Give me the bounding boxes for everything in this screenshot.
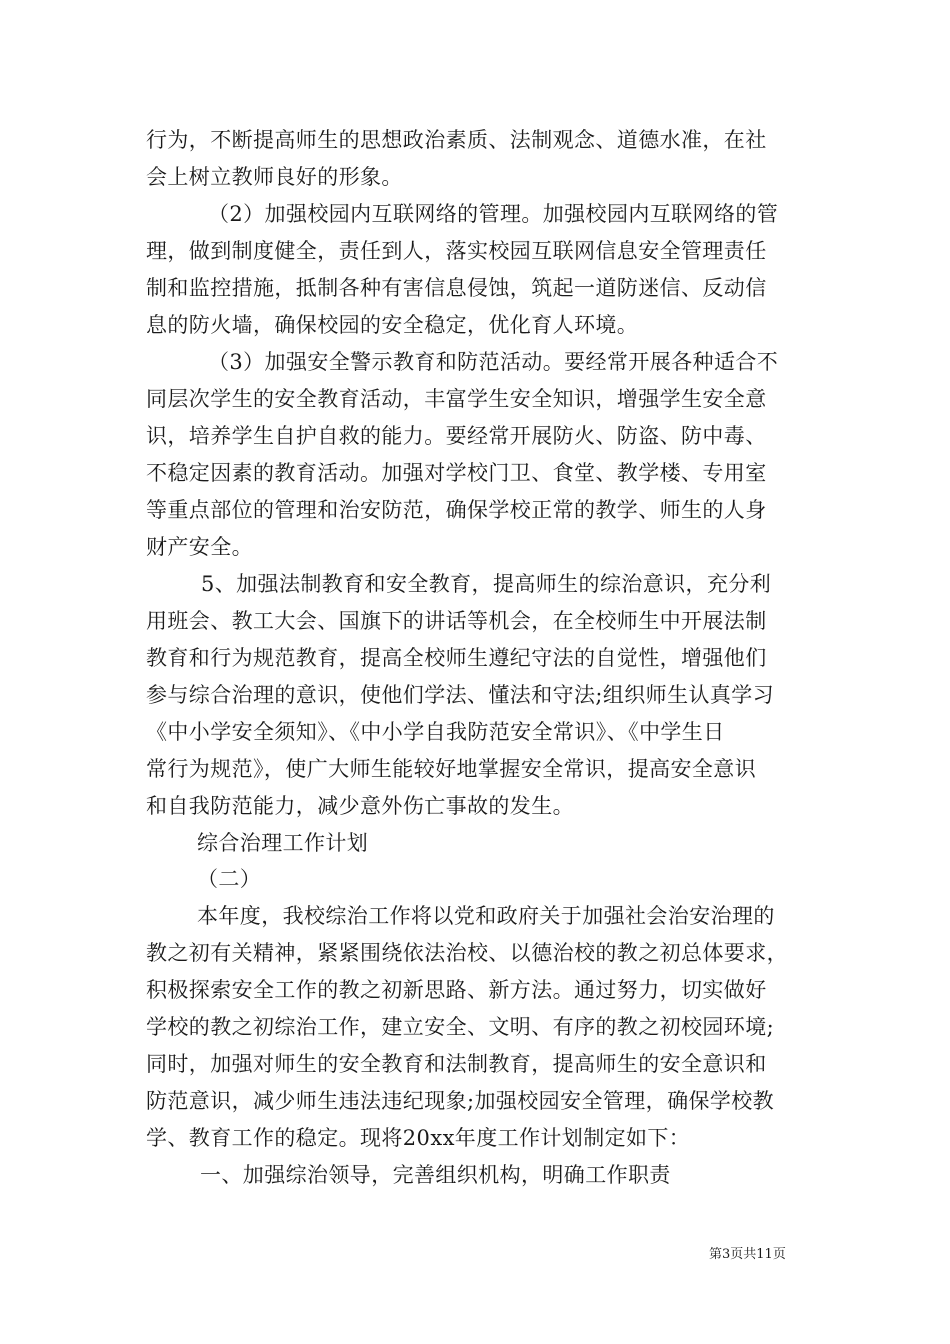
text-line-29: 一、加强综治领导，完善组织机构，明确工作职责 bbox=[200, 1163, 671, 1187]
text-line-13: 5、加强法制教育和安全教育，提高师生的综治意识，充分利 bbox=[201, 572, 772, 596]
text-line-2: 会上树立教师良好的形象。 bbox=[146, 165, 403, 189]
text-line-17: 《中小学安全须知》、《中小学自我防范安全常识》、《中学生日 bbox=[146, 720, 725, 744]
text-line-18: 常行为规范》，使广大师生能较好地掌握安全常识，提高安全意识 bbox=[146, 757, 757, 781]
text-line-4: 理，做到制度健全，责任到人，落实校园互联网信息安全管理责任 bbox=[146, 239, 767, 263]
text-line-12: 财产安全。 bbox=[146, 535, 253, 559]
text-line-25: 学校的教之初综治工作，建立安全、文明、有序的教之初校园环境; bbox=[146, 1015, 775, 1039]
text-line-28: 学、教育工作的稳定。现将20xx年度工作计划制定如下： bbox=[146, 1126, 691, 1150]
section-number: （二） bbox=[197, 867, 262, 891]
text-line-26: 同时，加强对师生的安全教育和法制教育，提高师生的安全意识和 bbox=[146, 1052, 767, 1076]
text-line-14: 用班会、教工大会、国旗下的讲话等机会，在全校师生中开展法制 bbox=[146, 609, 767, 633]
section-heading: 综合治理工作计划 bbox=[197, 831, 369, 855]
text-line-19: 和自我防范能力，减少意外伤亡事故的发生。 bbox=[146, 794, 574, 818]
text-line-22: 本年度，我校综治工作将以党和政府关于加强社会治安治理的 bbox=[197, 904, 775, 928]
page-number-footer: 第3页共11页 bbox=[709, 1247, 786, 1262]
text-line-24: 积极探索安全工作的教之初新思路、新方法。通过努力，切实做好 bbox=[146, 978, 767, 1002]
text-line-5: 制和监控措施，抵制各种有害信息侵蚀，筑起一道防迷信、反动信 bbox=[146, 276, 767, 300]
text-line-3: （2）加强校园内互联网络的管理。加强校园内互联网络的管 bbox=[208, 202, 779, 226]
text-line-10: 不稳定因素的教育活动。加强对学校门卫、食堂、教学楼、专用室 bbox=[146, 461, 767, 485]
text-line-15: 教育和行为规范教育，提高全校师生遵纪守法的自觉性，增强他们 bbox=[146, 646, 767, 670]
text-line-8: 同层次学生的安全教育活动，丰富学生安全知识，增强学生安全意 bbox=[146, 387, 767, 411]
text-line-11: 等重点部位的管理和治安防范，确保学校正常的教学、师生的人身 bbox=[146, 498, 767, 522]
text-line-6: 息的防火墙，确保校园的安全稳定，优化育人环境。 bbox=[146, 313, 639, 337]
text-line-16: 参与综合治理的意识，使他们学法、懂法和守法;组织师生认真学习 bbox=[146, 683, 775, 707]
text-line-7: （3）加强安全警示教育和防范活动。要经常开展各种适合不 bbox=[208, 350, 779, 374]
text-line-27: 防范意识，减少师生违法违纪现象;加强校园安全管理，确保学校教 bbox=[146, 1089, 775, 1113]
text-line-23: 教之初有关精神，紧紧围绕依法治校、以德治校的教之初总体要求， bbox=[146, 941, 788, 965]
text-line-9: 识，培养学生自护自救的能力。要经常开展防火、防盗、防中毒、 bbox=[146, 424, 767, 448]
text-line-1: 行为，不断提高师生的思想政治素质、法制观念、道德水准，在社 bbox=[146, 128, 767, 152]
